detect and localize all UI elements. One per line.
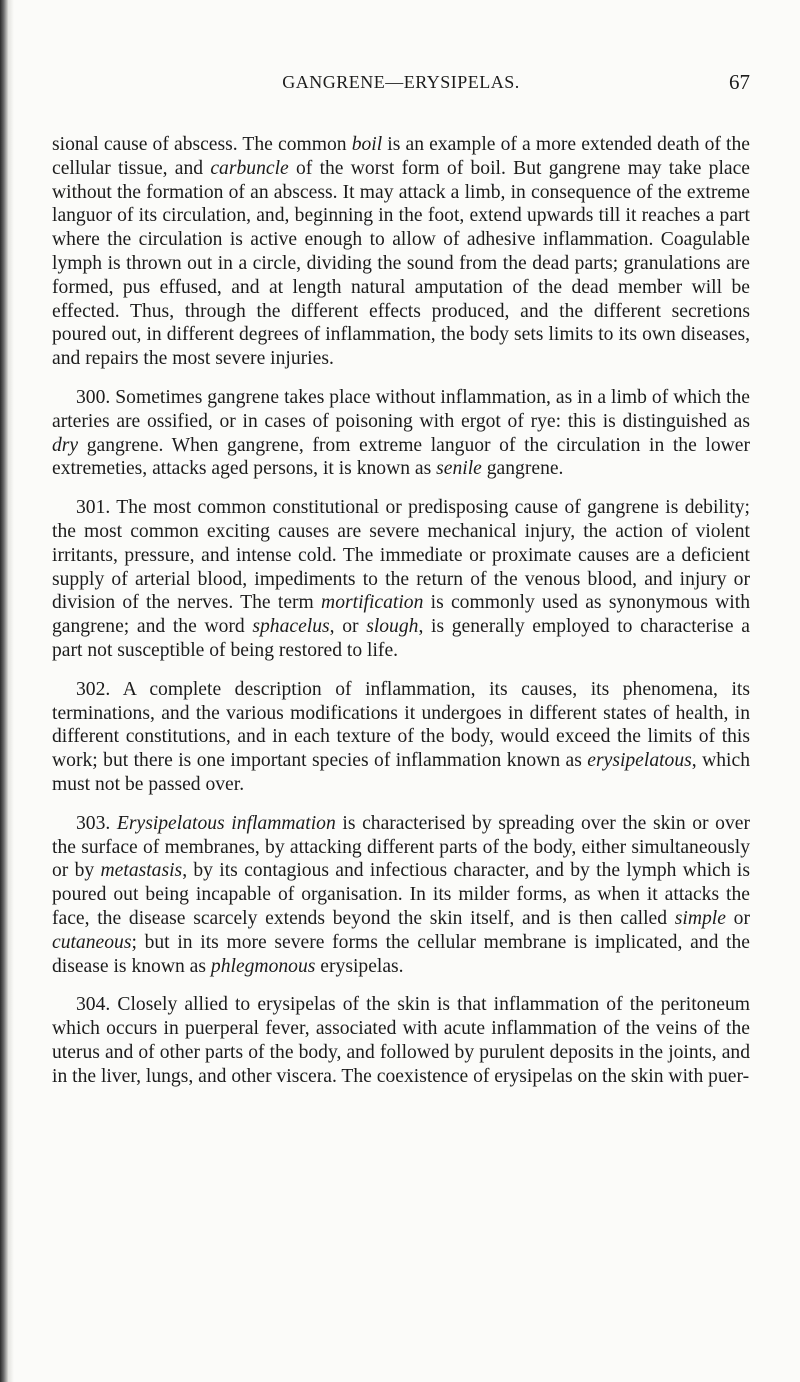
italic-term: Erysipelatous inflammation <box>116 812 336 834</box>
italic-term: dry <box>52 434 79 456</box>
running-head: GANGRENE—ERYSIPELAS. <box>282 72 520 92</box>
binding-shadow <box>8 0 14 1382</box>
italic-term: boil <box>351 134 383 155</box>
text-run: is commonly used as synonymous with gangrene; and the word <box>52 592 750 638</box>
text-run: 302. A complete description of inflammation, its causes, its phenomena, its terminations, and the various modifications it undergoes in different states of health, in different constitutions, and in each texture of the body, would exceed the limits of this work; but there is one important species of inflammation known as <box>52 678 750 772</box>
text-run: gangrene. When gangrene, from extreme languor of the circulation in the lower extremeties, attacks aged persons, it is known as <box>52 434 750 480</box>
italic-term: mortification <box>321 592 424 614</box>
text-run: 300. Sometimes gangrene takes place without inflammation, as in a limb of which the arteries are ossified, or in cases of poisoning with ergot of rye: this is distinguished as <box>52 386 750 432</box>
italic-term: metastasis <box>100 860 183 882</box>
italic-term: slough <box>366 616 419 638</box>
body-text <box>52 133 750 1103</box>
binding-edge <box>0 0 8 1382</box>
text-run: of the worst form of boil. But gangrene may take place without the formation of an abscess. It may attack a limb, in consequence of the extreme languor of its circulation, and, beginning in the foot, extend upwards till it reaches a part where the circulation is active enough to allow of adhesive inflammation. Coagulable lymph is thrown out in a circle, dividing the sound from the dead parts; granulations are formed, pus effused, and at length natural amputation of the dead member will be effected. Thus, through the different effects produced, and the different secretions poured out, in different degrees of inflammation, the body sets limits to its own diseases, and repairs the most severe injuries. <box>52 157 750 370</box>
text-run: , or <box>329 616 367 638</box>
text-run: is an example of a more extended death of the cellular tissue, and <box>52 134 750 179</box>
text-run: 304. Closely allied to erysipelas of the skin is that inflammation of the peritoneum which occurs in puerperal fever, associated with acute inflammation of the veins of the uterus and of other parts of the body, and followed by purulent deposits in the joints, and in the liver, lungs, and other viscera. The coexistence of erysipelas on the skin with puer- <box>52 994 750 1087</box>
italic-term: cutaneous <box>52 931 132 953</box>
text-run: erysipelas. <box>315 955 404 977</box>
italic-term: simple <box>674 907 726 929</box>
italic-term: senile <box>436 458 482 480</box>
italic-term: erysipelatous <box>587 750 692 772</box>
text-run: sional cause of abscess. The common <box>52 134 352 155</box>
page-header <box>52 58 750 98</box>
text-run: gangrene. <box>481 458 564 480</box>
paragraph-p-302 <box>52 678 750 797</box>
text-run: is characterised by spreading over the skin or over the surface of membranes, by attacking different parts of the body, either simultaneously or by <box>52 812 750 882</box>
paragraph-p-304 <box>52 993 750 1088</box>
text-run: 301. The most common constitutional or predisposing cause of gangrene is debility; the most common exciting causes are severe mechanical injury, the action of violent irritants, pressure, and intense cold. The immediate or proximate causes are a deficient supply of arterial blood, impediments to the return of the venous blood, and injury or division of the nerves. The term <box>52 497 750 614</box>
paragraph-p-301 <box>52 496 750 663</box>
italic-term: phlegmonous <box>210 955 316 977</box>
text-run: , is generally employed to characterise a part not susceptible of being restored to life. <box>52 616 750 661</box>
page-number: 67 <box>729 70 750 94</box>
text-run: , by its contagious and infectious character, and by the lymph which is poured out being incapable of organisation. In its milder forms, as when it attacks the face, the disease scarcely extends beyond the skin itself, and is then called <box>52 860 751 929</box>
italic-term: sphacelus <box>252 616 330 638</box>
text-run: or <box>725 907 750 929</box>
text-run: ; but in its more severe forms the cellular membrane is implicated, and the disease is known as <box>52 931 750 977</box>
paragraph-p-303 <box>52 812 750 979</box>
italic-term: carbuncle <box>210 157 289 179</box>
text-run: 303. <box>76 812 117 834</box>
paragraph-p-300 <box>52 386 750 481</box>
paragraph-p-cont <box>52 133 750 371</box>
text-run: , which must not be passed over. <box>52 750 750 795</box>
